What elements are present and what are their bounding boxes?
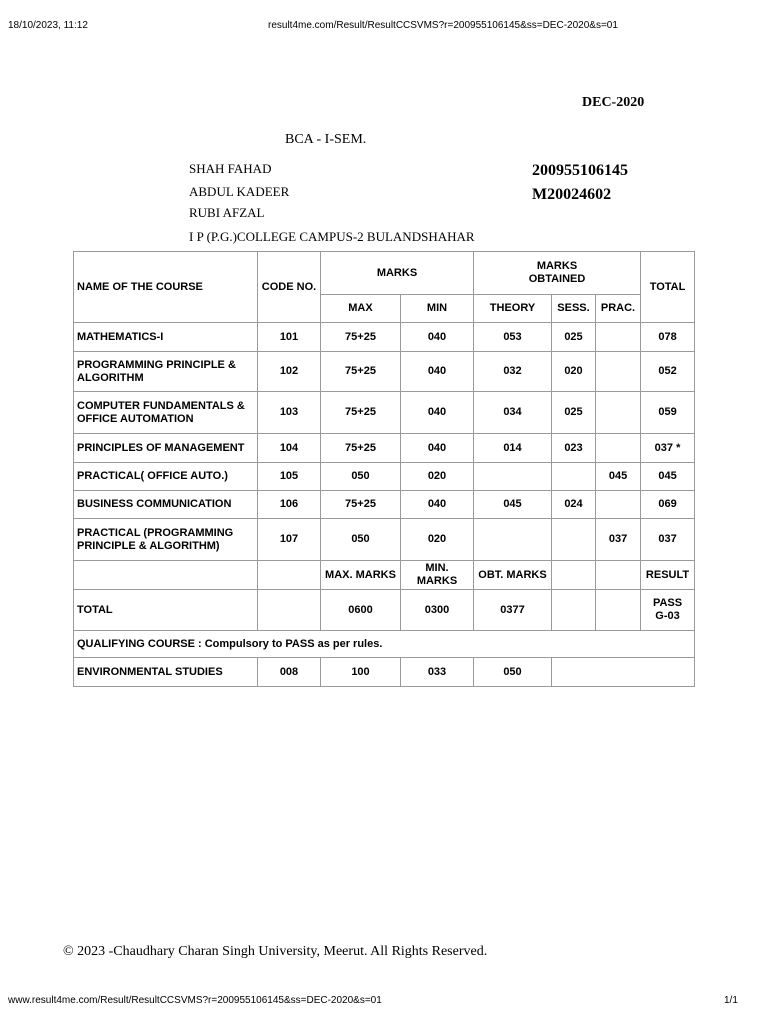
theory-marks (474, 463, 552, 491)
summary-obt-marks-header: OBT. MARKS (474, 561, 552, 590)
table-row (74, 392, 695, 434)
course-name: MATHEMATICS-I (74, 323, 258, 352)
prac-marks: 045 (596, 463, 641, 491)
roll-number: 200955106145 (532, 162, 628, 179)
sess-marks: 023 (552, 434, 596, 463)
qualifying-course-code: 008 (258, 658, 321, 687)
theory-marks: 045 (474, 491, 552, 519)
father-name: ABDUL KADEER (189, 184, 290, 199)
sess-marks: 024 (552, 491, 596, 519)
theory-marks: 053 (474, 323, 552, 352)
qualifying-course-row (74, 658, 695, 687)
min-marks: 040 (401, 392, 474, 434)
min-marks: 040 (401, 434, 474, 463)
prac-marks: 037 (596, 519, 641, 561)
min-marks: 040 (401, 323, 474, 352)
prac-marks (596, 491, 641, 519)
total-marks: 052 (641, 352, 695, 392)
theory-marks (474, 519, 552, 561)
course-code: 107 (258, 519, 321, 561)
header-marks: MARKS (321, 252, 474, 295)
sess-marks: 025 (552, 392, 596, 434)
header-course: NAME OF THE COURSE (74, 252, 258, 323)
max-marks: 050 (321, 463, 401, 491)
theory-marks: 014 (474, 434, 552, 463)
header-total: TOTAL (641, 252, 695, 323)
total-marks: 069 (641, 491, 695, 519)
total-marks: 078 (641, 323, 695, 352)
summary-result-header: RESULT (641, 561, 695, 590)
max-marks: 75+25 (321, 352, 401, 392)
qualifying-theory-marks: 050 (474, 658, 552, 687)
header-max: MAX (321, 295, 401, 323)
header-theory: THEORY (474, 295, 552, 323)
total-marks: 045 (641, 463, 695, 491)
min-marks: 020 (401, 519, 474, 561)
header-prac: PRAC. (596, 295, 641, 323)
prac-marks (596, 323, 641, 352)
student-name: SHAH FAHAD (189, 161, 272, 176)
course-title: BCA - I-SEM. (285, 132, 367, 147)
prac-marks (596, 434, 641, 463)
total-label: TOTAL (74, 590, 258, 631)
summary-header-row (74, 561, 695, 590)
print-page-number: 1/1 (724, 995, 738, 1006)
max-marks: 050 (321, 519, 401, 561)
course-name: BUSINESS COMMUNICATION (74, 491, 258, 519)
course-code: 101 (258, 323, 321, 352)
qualifying-note-row (74, 631, 695, 658)
college-name: I P (P.G.)COLLEGE CAMPUS-2 BULANDSHAHAR (189, 229, 475, 244)
total-marks: 037 * (641, 434, 695, 463)
print-footer-url: www.result4me.com/Result/ResultCCSVMS?r=200955106145&ss=DEC-2020&s=01 (8, 995, 382, 1006)
table-row (74, 463, 695, 491)
course-code: 106 (258, 491, 321, 519)
qualifying-min-marks: 033 (401, 658, 474, 687)
course-code: 105 (258, 463, 321, 491)
min-marks: 040 (401, 352, 474, 392)
result-status (641, 590, 695, 631)
mother-name: RUBI AFZAL (189, 205, 265, 220)
table-row (74, 491, 695, 519)
sess-marks (552, 519, 596, 561)
course-name: PRACTICAL (PROGRAMMING PRINCIPLE & ALGORITHM) (74, 519, 258, 561)
marks-table (73, 251, 695, 687)
result-line-1: PASS (652, 597, 683, 609)
header-marks-obtained: MARKS OBTAINED (474, 252, 641, 295)
max-marks: 75+25 (321, 491, 401, 519)
qualifying-note: QUALIFYING COURSE : Compulsory to PASS as per rules. (74, 631, 695, 658)
max-marks: 75+25 (321, 392, 401, 434)
min-marks: 020 (401, 463, 474, 491)
result-line-2: G-03 (655, 610, 680, 622)
course-name: PRINCIPLES OF MANAGEMENT (74, 434, 258, 463)
total-max-marks: 0600 (321, 590, 401, 631)
total-row (74, 590, 695, 631)
max-marks: 75+25 (321, 323, 401, 352)
header-min: MIN (401, 295, 474, 323)
max-marks: 75+25 (321, 434, 401, 463)
print-datetime: 18/10/2023, 11:12 (8, 20, 88, 31)
qualifying-max-marks: 100 (321, 658, 401, 687)
prac-marks (596, 352, 641, 392)
min-marks: 040 (401, 491, 474, 519)
table-row (74, 352, 695, 392)
qualifying-course-name: ENVIRONMENTAL STUDIES (74, 658, 258, 687)
table-row (74, 323, 695, 352)
total-min-marks: 0300 (401, 590, 474, 631)
total-marks: 059 (641, 392, 695, 434)
total-marks: 037 (641, 519, 695, 561)
course-code: 104 (258, 434, 321, 463)
course-name: COMPUTER FUNDAMENTALS & OFFICE AUTOMATION (74, 392, 258, 434)
summary-max-marks-header: MAX. MARKS (321, 561, 401, 590)
theory-marks: 034 (474, 392, 552, 434)
sess-marks: 020 (552, 352, 596, 392)
table-row (74, 519, 695, 561)
course-code: 103 (258, 392, 321, 434)
copyright-text: © 2023 -Chaudhary Charan Singh University, Meerut. All Rights Reserved. (63, 944, 488, 959)
course-name: PRACTICAL( OFFICE AUTO.) (74, 463, 258, 491)
header-code: CODE NO. (258, 252, 321, 323)
theory-marks: 032 (474, 352, 552, 392)
header-sess: SESS. (552, 295, 596, 323)
course-name: PROGRAMMING PRINCIPLE & ALGORITHM (74, 352, 258, 392)
table-row (74, 434, 695, 463)
session-label: DEC-2020 (582, 95, 645, 110)
total-obt-marks: 0377 (474, 590, 552, 631)
sess-marks (552, 463, 596, 491)
course-code: 102 (258, 352, 321, 392)
summary-min-marks-header: MIN. MARKS (401, 561, 474, 590)
sess-marks: 025 (552, 323, 596, 352)
prac-marks (596, 392, 641, 434)
enrollment-number: M20024602 (532, 186, 612, 203)
print-url: result4me.com/Result/ResultCCSVMS?r=200955106145&ss=DEC-2020&s=01 (268, 20, 618, 31)
